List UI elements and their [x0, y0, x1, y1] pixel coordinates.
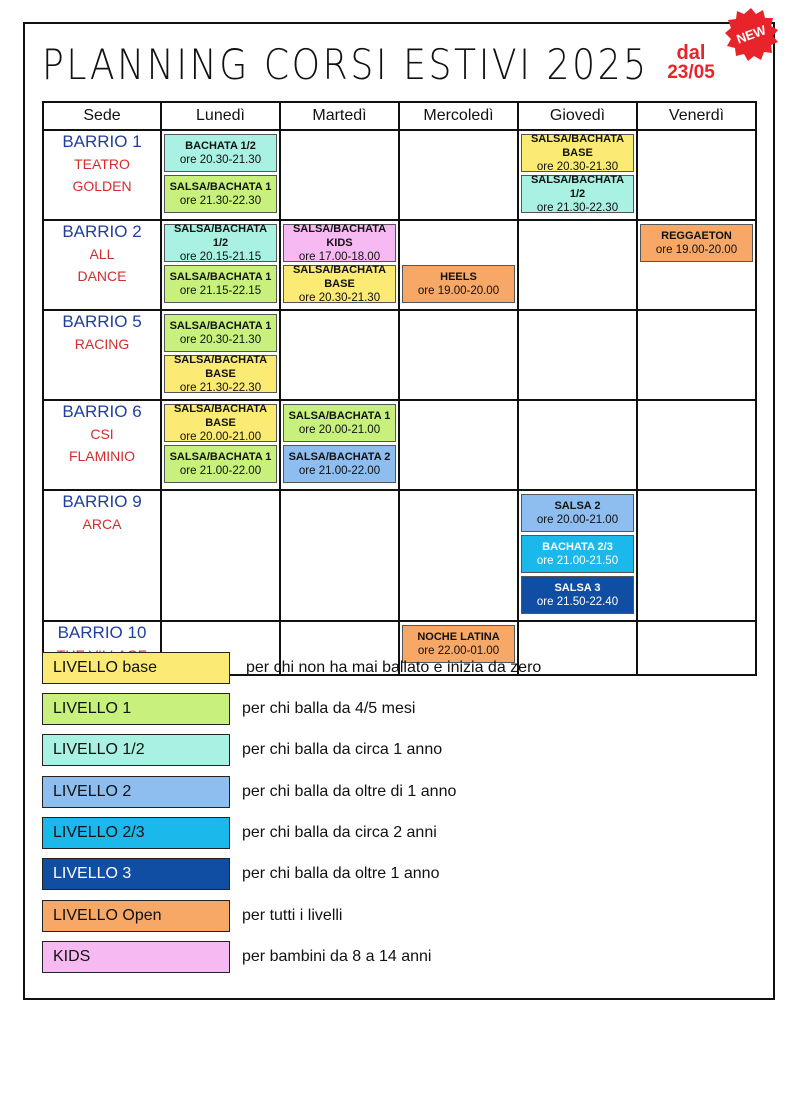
day-cell-content: [162, 491, 279, 497]
day-cell-content: [519, 622, 636, 628]
course-name: SALSA/BACHATA BASE: [292, 264, 387, 290]
day-cell-content: [400, 131, 517, 137]
day-cell-content: [162, 131, 279, 219]
course-name: SALSA/BACHATA BASE: [173, 354, 268, 380]
course-slot: [164, 175, 277, 213]
day-cell: [399, 310, 518, 400]
course-name: SALSA/BACHATA 1: [169, 451, 272, 463]
legend-level-description: per chi balla da oltre 1 anno: [242, 865, 440, 882]
legend-level-label: LIVELLO base: [42, 652, 230, 684]
header-venerdi: Venerdì: [637, 102, 756, 130]
location-name: BARRIO 5: [62, 312, 142, 331]
day-cell-content: [638, 131, 755, 137]
course-name: BACHATA 1/2: [185, 140, 256, 152]
day-cell-content: [281, 221, 398, 309]
course-slot: [164, 224, 277, 262]
legend-level-description: per chi balla da circa 2 anni: [242, 824, 437, 841]
course-slot: [283, 265, 396, 303]
course-slot: [164, 404, 277, 442]
course-name: SALSA/BACHATA 1: [169, 181, 272, 193]
day-cell: [280, 490, 399, 621]
day-cell: [637, 400, 756, 490]
day-cell-content: [638, 622, 755, 628]
course-time: ore 19.00-20.00: [417, 285, 500, 297]
location-cell: [43, 490, 161, 621]
course-time: ore 22.00-01.00: [417, 645, 500, 657]
day-cell: [518, 130, 637, 220]
course-name: SALSA/BACHATA 1/2: [173, 223, 268, 249]
day-cell: [518, 220, 637, 310]
course-time: ore 21.00-21.50: [536, 555, 619, 567]
day-cell-content: [162, 311, 279, 399]
day-cell-content: [638, 491, 755, 497]
course-time: ore 21.00-22.00: [298, 465, 381, 477]
course-slot: [402, 265, 515, 303]
course-name: BACHATA 2/3: [542, 541, 613, 553]
course-name: SALSA 3: [554, 582, 601, 594]
day-cell: [637, 621, 756, 675]
course-time: ore 20.15-21.15: [179, 251, 262, 263]
day-cell: [161, 310, 280, 400]
legend-level-label: LIVELLO 2/3: [42, 817, 230, 849]
day-cell: [161, 220, 280, 310]
course-slot: [521, 175, 634, 213]
course-slot: [521, 134, 634, 172]
legend-level-description: per chi balla da circa 1 anno: [242, 741, 443, 758]
schedule-row: [43, 130, 756, 220]
course-name: HEELS: [440, 271, 477, 283]
day-cell: [280, 130, 399, 220]
course-slot: [164, 445, 277, 483]
schedule-row: [43, 220, 756, 310]
location-cell: [43, 310, 161, 400]
course-slot: [521, 494, 634, 532]
new-badge-label: NEW: [734, 22, 768, 47]
day-cell: [280, 400, 399, 490]
course-time: ore 21.30-22.30: [536, 202, 619, 214]
day-cell-content: [281, 311, 398, 317]
course-time: ore 17.00-18.00: [298, 251, 381, 263]
course-time: ore 21.30-22.30: [179, 195, 262, 207]
day-cell-content: [519, 131, 636, 219]
course-slot: [164, 265, 277, 303]
course-slot: [640, 224, 753, 262]
day-cell-content: [400, 221, 517, 309]
course-name: SALSA/BACHATA 1: [288, 410, 391, 422]
course-time: ore 21.30-22.30: [179, 382, 262, 394]
legend-level-description: per bambini da 8 a 14 anni: [242, 948, 432, 965]
course-name: REGGAETON: [661, 230, 732, 242]
course-time: ore 21.00-22.00: [179, 465, 262, 477]
day-cell-content: [638, 221, 755, 268]
course-name: SALSA/BACHATA 1/2: [530, 174, 625, 200]
day-cell-content: [162, 221, 279, 309]
day-cell: [518, 400, 637, 490]
course-time: ore 20.00-21.00: [298, 424, 381, 436]
day-cell: [518, 310, 637, 400]
legend-level-description: per chi balla da 4/5 mesi: [242, 700, 416, 717]
schedule-row: [43, 490, 756, 621]
new-badge-seal: [723, 6, 779, 62]
day-cell: [399, 130, 518, 220]
course-name: SALSA/BACHATA 1: [169, 320, 272, 332]
course-slot: [283, 445, 396, 483]
schedule-table: [42, 101, 757, 676]
day-cell-content: [281, 491, 398, 497]
location-name: BARRIO 1: [62, 132, 142, 151]
day-cell-content: [638, 311, 755, 317]
location-name: BARRIO 10: [57, 623, 147, 642]
day-cell: [280, 310, 399, 400]
location-venue: TEATRO: [74, 156, 130, 172]
new-badge: [723, 6, 779, 62]
course-time: ore 20.00-21.00: [536, 514, 619, 526]
course-name: SALSA/BACHATA KIDS: [292, 223, 387, 249]
day-cell: [280, 220, 399, 310]
legend-level-label: LIVELLO 1/2: [42, 734, 230, 766]
course-name: SALSA/BACHATA 1: [169, 271, 272, 283]
day-cell-content: [519, 311, 636, 317]
legend-level-label: LIVELLO 1: [42, 693, 230, 725]
day-cell-content: [400, 491, 517, 497]
day-cell-content: [638, 401, 755, 407]
day-cell: [161, 400, 280, 490]
legend-level-description: per tutti i livelli: [242, 907, 343, 924]
course-slot: [521, 535, 634, 573]
start-date-note: [660, 44, 722, 82]
header-giovedi: Giovedì: [518, 102, 637, 130]
course-slot: [164, 355, 277, 393]
day-cell: [399, 490, 518, 621]
legend-level-label: KIDS: [42, 941, 230, 973]
course-time: ore 20.30-21.30: [298, 292, 381, 304]
day-cell-content: [281, 131, 398, 137]
day-cell-content: [519, 221, 636, 227]
course-name: SALSA/BACHATA BASE: [173, 403, 268, 429]
location-name: BARRIO 2: [62, 222, 142, 241]
course-slot: [164, 314, 277, 352]
course-slot: [164, 134, 277, 172]
course-time: ore 20.30-21.30: [179, 154, 262, 166]
page-title: PLANNING CORSI ESTIVI 2025: [42, 40, 649, 89]
location-venue: RACING: [74, 336, 130, 352]
location-name: BARRIO 9: [62, 492, 142, 511]
day-cell-content: [400, 311, 517, 317]
location-venue: CSI: [90, 426, 114, 442]
schedule-row: [43, 400, 756, 490]
day-cell-content: [162, 401, 279, 489]
location-cell: [43, 400, 161, 490]
day-cell: [161, 130, 280, 220]
header-sede: Sede: [43, 102, 161, 130]
course-time: ore 20.30-21.30: [536, 161, 619, 173]
day-cell-content: [281, 401, 398, 489]
location-cell: [43, 220, 161, 310]
course-time: ore 19.00-20.00: [655, 244, 738, 256]
location-venue: GOLDEN: [72, 178, 132, 194]
legend-level-description: per chi non ha mai ballato e inizia da zero: [246, 659, 542, 676]
legend-level-label: LIVELLO 2: [42, 776, 230, 808]
header-martedi: Martedì: [280, 102, 399, 130]
day-cell: [399, 220, 518, 310]
day-cell-content: [400, 401, 517, 407]
day-cell: [518, 490, 637, 621]
day-cell: [637, 310, 756, 400]
location-venue: ALL: [89, 246, 115, 262]
day-cell-content: [162, 622, 279, 628]
schedule-row: [43, 310, 756, 400]
day-cell-content: [519, 491, 636, 620]
day-cell-content: [519, 401, 636, 407]
day-cell: [637, 220, 756, 310]
header-mercoledi: Mercoledì: [399, 102, 518, 130]
course-time: ore 21.50-22.40: [536, 596, 619, 608]
day-cell: [399, 400, 518, 490]
course-slot: [283, 404, 396, 442]
legend-level-description: per chi balla da oltre di 1 anno: [242, 783, 457, 800]
day-cell-content: [281, 622, 398, 628]
course-slot: [521, 576, 634, 614]
location-venue: FLAMINIO: [68, 448, 136, 464]
day-cell: [161, 490, 280, 621]
start-date: 23/05: [667, 62, 715, 83]
course-name: SALSA/BACHATA 2: [288, 451, 391, 463]
day-cell: [637, 130, 756, 220]
location-venue: ARCA: [82, 516, 122, 532]
course-name: SALSA 2: [554, 500, 601, 512]
day-cell: [637, 490, 756, 621]
schedule-header-row: [43, 102, 756, 130]
course-slot: [283, 224, 396, 262]
course-time: ore 21.15-22.15: [179, 285, 262, 297]
course-name: SALSA/BACHATA BASE: [530, 133, 625, 159]
start-date-prefix: dal: [676, 42, 706, 64]
location-cell: [43, 130, 161, 220]
course-time: ore 20.00-21.00: [179, 431, 262, 443]
location-venue: DANCE: [77, 268, 127, 284]
header-lunedi: Lunedì: [161, 102, 280, 130]
legend-level-label: LIVELLO Open: [42, 900, 230, 932]
course-name: NOCHE LATINA: [417, 631, 500, 643]
course-slot: [402, 224, 515, 262]
location-name: BARRIO 6: [62, 402, 142, 421]
legend-level-label: LIVELLO 3: [42, 858, 230, 890]
course-time: ore 20.30-21.30: [179, 334, 262, 346]
